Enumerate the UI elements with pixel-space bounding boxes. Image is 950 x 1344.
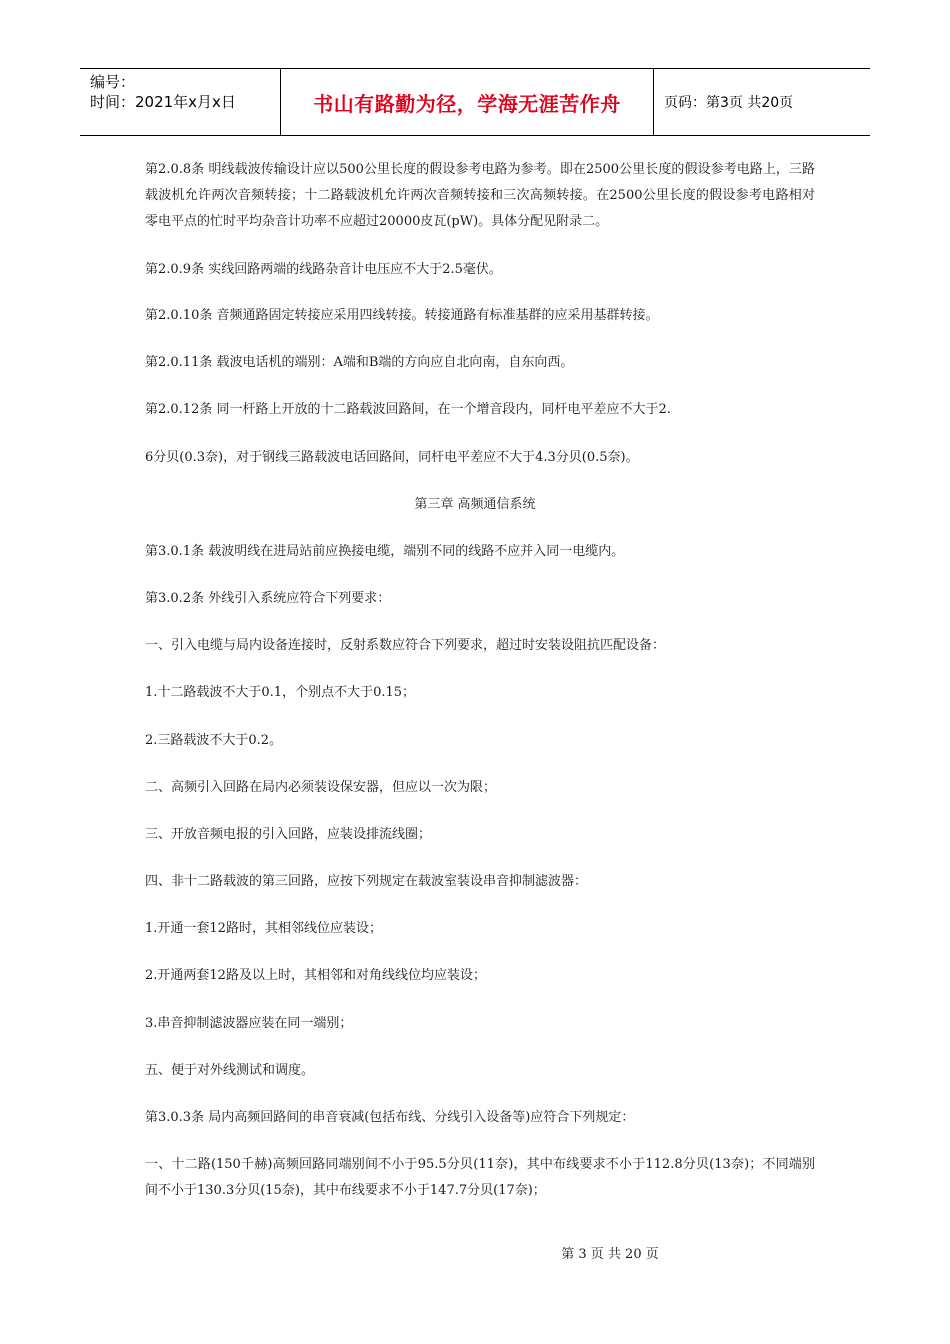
header-page-info: 页码：第3页 共20页: [664, 95, 794, 111]
footer-page-number: 第 3 页 共 20 页: [561, 1247, 659, 1262]
page-header: [80, 68, 870, 136]
paragraph-3-0-1: 第3.0.1条 载波明线在进局站前应换接电缆，端别不同的线路不应并入同一电缆内。: [145, 544, 625, 559]
paragraph-3-0-3-item-one: 一、十二路(150千赫)高频回路同端别间不小于95.5分贝(11奈)，其中布线要求不小于112.8分贝(13奈)；不同端别间不小于130.3分贝(15奈)，其中布线要求不小于147.7分贝(17奈)；: [145, 1157, 815, 1198]
list-item-one: 一、引入电缆与局内设备连接时，反射系数应符合下列要求，超过时安装设阻抗匹配设备：: [145, 638, 666, 653]
page-footer: [0, 1243, 950, 1262]
paragraph-3-0-3: 第3.0.3条 局内高频回路间的串音衰减(包括布线、分线引入设备等)应符合下列规定：: [145, 1110, 635, 1125]
header-meta-cell: [80, 69, 281, 135]
document-number-label: 编号：: [90, 73, 136, 91]
sub-item-1: 1.十二路载波不大于0.1，个别点不大于0.15；: [145, 685, 416, 700]
sub-item-2: 2.三路载波不大于0.2。: [145, 733, 283, 748]
paragraph-2-0-11: 第2.0.11条 载波电话机的端别：A端和B端的方向应自北向南，自东向西。: [145, 355, 574, 370]
chapter-heading: 第三章 高频通信系统: [414, 497, 536, 512]
document-time-label: 时间：2021年x月x日: [90, 93, 236, 111]
sub-item-4-2: 2.开通两套12路及以上时，其相邻和对角线线位均应装设；: [145, 968, 486, 983]
paragraph-2-0-9: 第2.0.9条 实线回路两端的线路杂音计电压应不大于2.5毫伏。: [145, 262, 502, 277]
paragraph-2-0-12-part1: 第2.0.12条 同一杆路上开放的十二路载波回路间，在一个增音段内，同杆电平差应不大于2.: [145, 402, 671, 417]
paragraph-3-0-2: 第3.0.2条 外线引入系统应符合下列要求：: [145, 591, 391, 606]
sub-item-4-3: 3.串音抑制滤波器应装在同一端别；: [145, 1016, 353, 1031]
paragraph-2-0-8: 第2.0.8条 明线载波传输设计应以500公里长度的假设参考电路为参考。即在2500公里长度的假设参考电路上，三路载波机允许两次音频转接；十二路载波机允许两次音频转接和三次高频转接。在2500公里长度的假设参考电路相对零电平点的忙时平均杂音计功率不应超过20000皮瓦(pW)。具体分配见附录二。: [145, 162, 815, 229]
paragraph-2-0-10: 第2.0.10条 音频通路固定转接应采用四线转接。转接通路有标准基群的应采用基群转接。: [145, 308, 659, 323]
header-motto-cell: [281, 69, 654, 135]
list-item-five: 五、便于对外线测试和调度。: [145, 1063, 315, 1078]
paragraph-2-0-12-part2: 6分贝(0.3奈)，对于钢线三路载波电话回路间，同杆电平差应不大于4.3分贝(0.5奈)。: [145, 450, 639, 465]
list-item-three: 三、开放音频电报的引入回路，应装设排流线圈；: [145, 827, 432, 842]
sub-item-4-1: 1.开通一套12路时，其相邻线位应装设；: [145, 921, 382, 936]
header-motto: 书山有路勤为径，学海无涯苦作舟: [313, 91, 621, 116]
list-item-two: 二、高频引入回路在局内必须装设保安器，但应以一次为限；: [145, 780, 497, 795]
list-item-four: 四、非十二路载波的第三回路，应按下列规定在载波室装设串音抑制滤波器：: [145, 874, 588, 889]
header-page-cell: [654, 69, 870, 135]
